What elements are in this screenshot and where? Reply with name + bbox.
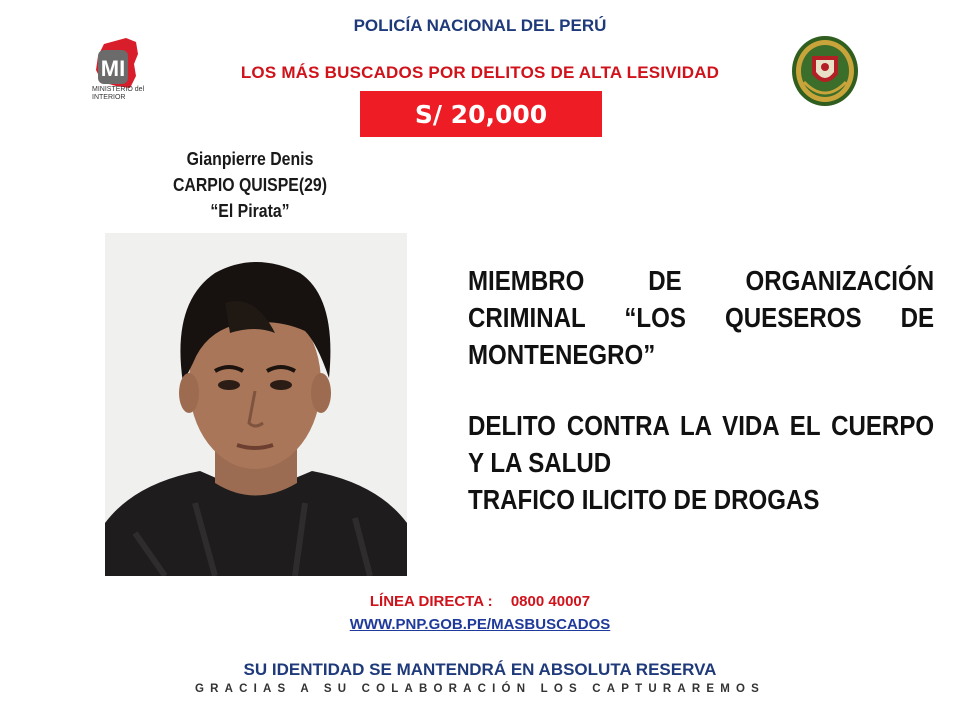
hotline	[0, 593, 960, 610]
crime-drug-trafficking: TRAFICO ILICITO DE DROGAS	[468, 484, 820, 515]
person-surnames-age: CARPIO QUISPE(29)	[172, 175, 328, 195]
header-subtitle: LOS MÁS BUSCADOS POR DELITOS DE ALTA LESIVIDAD	[240, 63, 720, 82]
hotline-number[interactable]: 0800 40007	[510, 593, 591, 610]
person-alias: “El Pirata”	[210, 201, 290, 221]
crime-life-body-health: DELITO CONTRA LA VIDA EL CUERPO Y LA SALUD	[468, 410, 935, 478]
reward-amount: S/ 20,000	[360, 91, 602, 137]
hotline-label: LÍNEA DIRECTA :	[369, 593, 493, 610]
identity-reserve-notice: SU IDENTIDAD SE MANTENDRÁ EN ABSOLUTA RESERVA	[243, 660, 717, 679]
thanks-notice: GRACIAS A SU COLABORACIÓN LOS CAPTURAREMOS	[194, 683, 766, 695]
header-title: POLICÍA NACIONAL DEL PERÚ	[353, 16, 607, 35]
wanted-person-name	[127, 146, 373, 224]
ministerio-logo-text: MINISTERIO del INTERIOR	[92, 86, 145, 101]
suspect-photo	[105, 233, 407, 576]
crime-description	[468, 262, 934, 518]
person-first-names: Gianpierre Denis	[186, 149, 314, 169]
organization-membership: MIEMBRO DE ORGANIZACIÓN CRIMINAL “LOS QUESEROS DE MONTENEGRO”	[468, 265, 935, 370]
pnp-seal-icon	[790, 34, 860, 108]
svg-text:MI: MI	[100, 56, 126, 81]
website-link[interactable]: WWW.PNP.GOB.PE/MASBUSCADOS	[349, 616, 611, 633]
